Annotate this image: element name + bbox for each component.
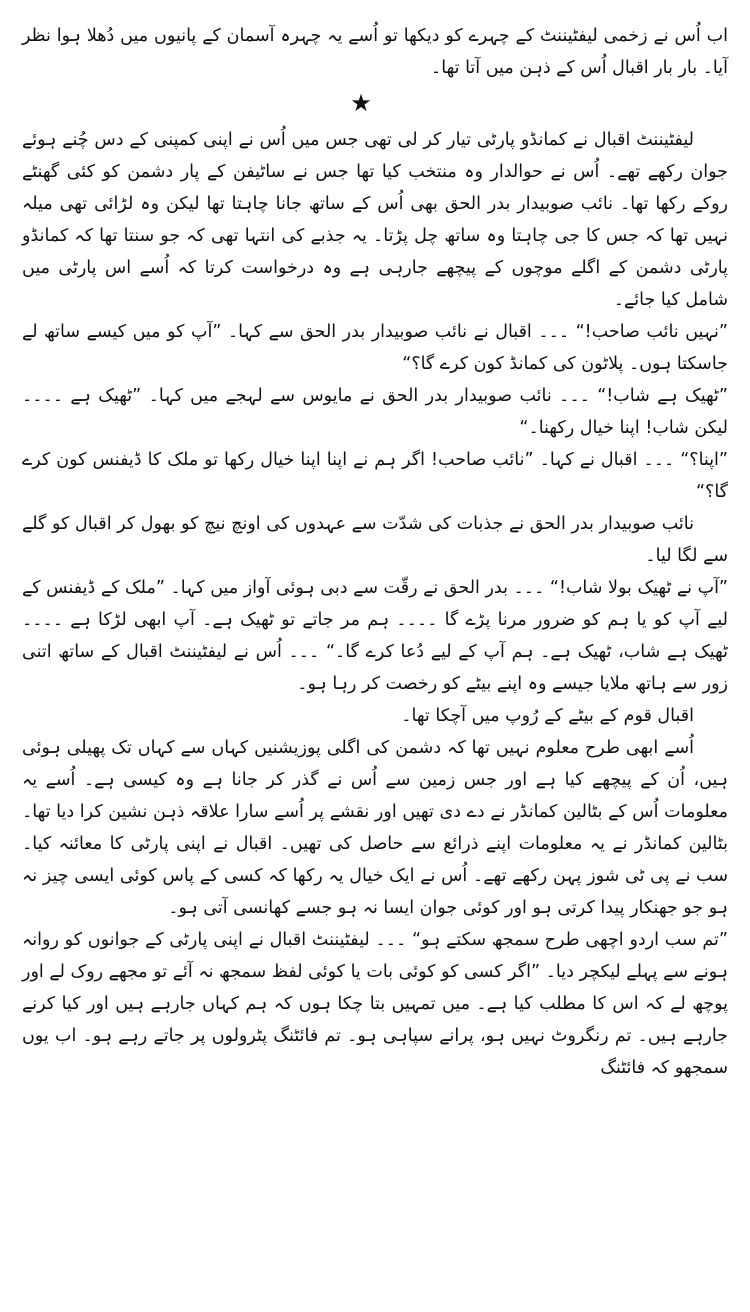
paragraph-6: نائب صوبیدار بدر الحق نے جذبات کی شدّت سے عہدوں کی اونچ نیچ کو بھول کر اقبال کو گلے سے لگا لیا۔ (22, 514, 728, 566)
paragraph-10: ”تم سب اردو اچھی طرح سمجھ سکتے ہو“ ۔۔۔ لیفٹیننٹ اقبال نے اپنی پارٹی کے جوانوں کو روانہ ہونے سے پہلے لیکچر دیا۔ ”اگر کسی کو کوئی بات یا کوئی لفظ سمجھ نہ آئے تو مجھے روک لے اور پوچھ لے کہ اس کا مطلب کیا ہے۔ میں تمہیں بتا چکا ہوں کہ ہم کہاں جارہے ہیں اور کیا کرنے جارہے ہیں۔ تم رنگروٹ نہیں ہو، پرانے سپاہی ہو۔ تم فائٹنگ پٹرولوں پر جاتے رہے ہو۔ اب یوں سمجھو کہ فائٹنگ (22, 930, 728, 1078)
star-separator-icon: ★ (350, 89, 372, 117)
paragraph-7: ”آپ نے ٹھیک بولا شاب!“ ۔۔۔ بدر الحق نے رقّت سے دبی ہوئی آواز میں کہا۔ ”ملک کے ڈیفنس کے لیے آپ کو یا ہم کو ضرور مرنا پڑے گا ۔۔۔۔ ہم مر جاتے تو ٹھیک ہے۔ آپ ابھی لڑکا ہے ۔۔۔۔ ٹھیک ہے شاب، ٹھیک ہے۔ ہم آپ کے لیے دُعا کرے گا۔“ ۔۔۔ اُس نے لیفٹیننٹ اقبال کے ساتھ اتنی زور سے ہاتھ ملایا جیسے وہ اپنے بیٹے کو رخصت کر رہا ہو۔ (22, 578, 728, 694)
paragraph-9: اُسے ابھی طرح معلوم نہیں تھا کہ دشمن کی اگلی پوزیشنیں کہاں سے کہاں تک پھیلی ہوئی ہیں، اُن کے پیچھے کیا ہے اور جس زمین سے اُس نے گذر کر جانا ہے وہ کیسی ہے۔ اُسے یہ معلومات اُس کے بٹالین کمانڈر نے دے دی تھیں اور نقشے پر اُسے سارا علاقہ ذہن نشین کرا دیا تھا۔ بٹالین کمانڈر نے یہ معلومات اپنے ذرائع سے حاصل کی تھیں۔ اقبال نے اپنی پارٹی کا معائنہ کیا۔ سب نے پی ٹی شوز پہن رکھے تھے۔ اُس نے ایک خیال یہ رکھا کہ کسی کے پاس کوئی ایسی چیز نہ ہو جو جھنکار پیدا کرتی ہو اور کوئی جوان ایسا نہ ہو جسے کھانسی آتی ہو۔ (22, 738, 728, 918)
section-separator (22, 88, 728, 118)
paragraph-8: اقبال قوم کے بیٹے کے رُوپ میں آچکا تھا۔ (401, 706, 694, 726)
paragraph-2: لیفٹیننٹ اقبال نے کمانڈو پارٹی تیار کر لی تھی جس میں اُس نے اپنی کمپنی کے دس چُنے ہوئے جوان رکھے تھے۔ اُس نے حوالدار وہ منتخب کیا تھا جس نے ساٹیفن کے پار دشمن کو کئی گھنٹے روکے رکھا تھا۔ نائب صوبیدار بدر الحق بھی اُس کے ساتھ جانا چاہتا تھا لیکن وہ لڑائی تھی میلہ نہیں تھا کہ جس کا جی چاہتا وہ ساتھ چل پڑتا۔ یہ جذبے کی انتہا تھی کہ جو سنتا تھا کہ کمانڈو پارٹی دشمن کے اگلے موچوں کے پیچھے جارہی ہے وہ درخواست کرتا کہ اُسے اس پارٹی میں شامل کیا جائے۔ (22, 130, 728, 310)
paragraph-1: اب اُس نے زخمی لیفٹیننٹ کے چہرے کو دیکھا تو اُسے یہ چہرہ آسمان کے پانیوں میں دُھلا ہوا نظر آیا۔ بار بار اقبال اُس کے ذہن میں آتا تھا۔ (22, 26, 728, 78)
paragraph-4: ”ٹھیک ہے شاب!“ ۔۔۔ نائب صوبیدار بدر الحق نے مایوس سے لہجے میں کہا۔ ”ٹھیک ہے ۔۔۔۔ لیکن شاب! اپنا خیال رکھنا۔“ (22, 386, 728, 438)
paragraph-5: ”اپنا؟“ ۔۔۔ اقبال نے کہا۔ ”نائب صاحب! اگر ہم نے اپنا اپنا خیال رکھا تو ملک کا ڈیفنس کون کرے گا؟“ (22, 450, 728, 502)
paragraph-3: ”نہیں نائب صاحب!“ ۔۔۔ اقبال نے نائب صوبیدار بدر الحق سے کہا۔ ”آپ کو میں کیسے ساتھ لے جاسکتا ہوں۔ پلاٹون کی کمانڈ کون کرے گا؟“ (22, 322, 728, 374)
